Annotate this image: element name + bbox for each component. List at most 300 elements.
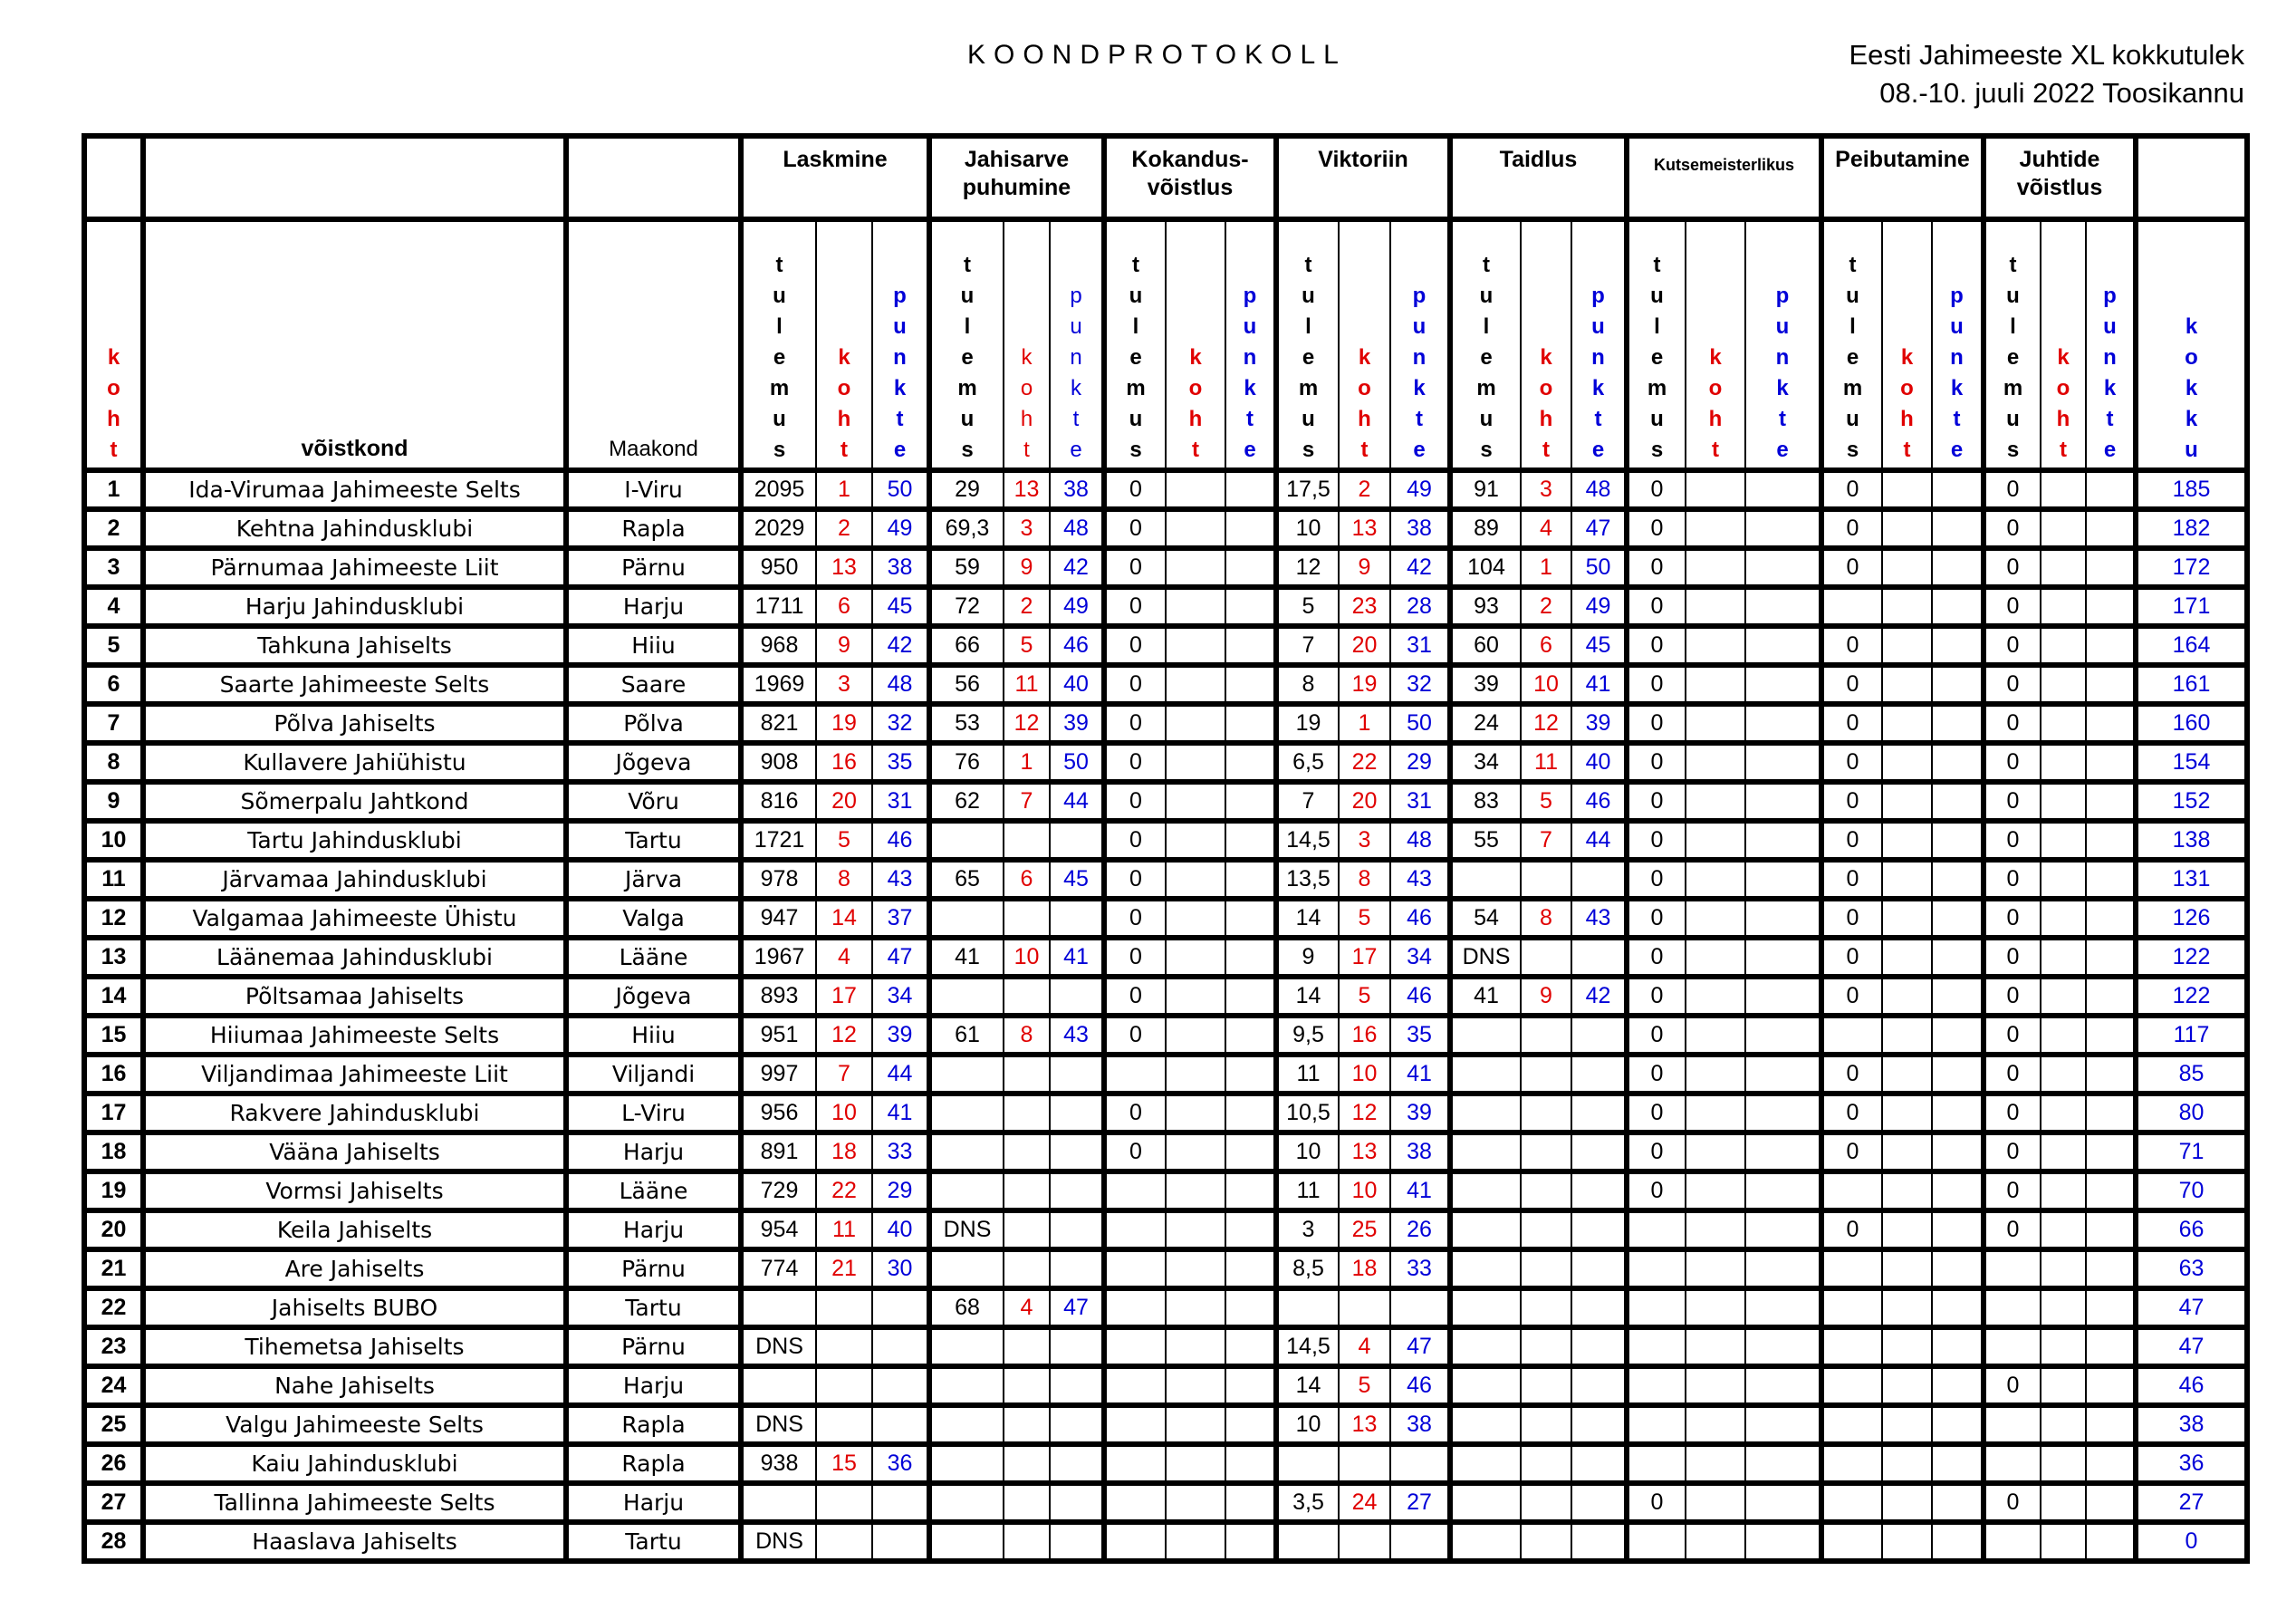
table-row [84, 1171, 2247, 1210]
result-cell: 0 [1984, 1366, 2041, 1405]
table-row [84, 509, 2247, 548]
place-cell: 1 [1339, 704, 1390, 743]
points-cell: 50 [1050, 743, 1104, 782]
points-cell [1571, 1288, 1627, 1327]
result-cell: 69,3 [929, 509, 1004, 548]
place-cell [1686, 1249, 1745, 1288]
points-cell [1932, 782, 1984, 821]
result-cell [929, 1249, 1004, 1288]
place-cell: 10 [1004, 938, 1050, 977]
result-cell: 978 [741, 860, 816, 899]
place-cell: 10 [1339, 1055, 1390, 1094]
table-row [84, 1288, 2247, 1327]
place-cell: 13 [1004, 470, 1050, 509]
points-cell [1571, 1210, 1627, 1249]
team-name: Ida-Virumaa Jahimeeste Selts [143, 470, 566, 509]
points-cell [2086, 1171, 2136, 1210]
group-header-1: Laskmine [741, 136, 929, 219]
place-header-5-label: k o h t [1539, 345, 1553, 462]
points-cell: 40 [872, 1210, 929, 1249]
result-cell: 6,5 [1276, 743, 1339, 782]
points-cell [1745, 1522, 1821, 1561]
points-cell [2086, 1327, 2136, 1366]
place-cell [1686, 1405, 1745, 1444]
place-cell: 20 [1339, 782, 1390, 821]
header-blank-county [566, 136, 741, 219]
place-cell [1521, 1405, 1571, 1444]
place-cell [1882, 899, 1932, 938]
result-cell: 0 [1984, 626, 2041, 665]
total-cell: 164 [2136, 626, 2247, 665]
points-cell [1050, 1210, 1104, 1249]
result-cell: 13,5 [1276, 860, 1339, 899]
points-cell [1932, 1444, 1984, 1483]
result-cell [1450, 1016, 1521, 1055]
points-cell [1225, 1094, 1276, 1133]
points-cell [1932, 548, 1984, 587]
place-cell [2041, 1210, 2086, 1249]
result-cell: 0 [1627, 587, 1686, 626]
place-cell [1882, 743, 1932, 782]
result-cell: 14 [1276, 977, 1339, 1016]
place-cell: 14 [816, 899, 872, 938]
place-cell: 7 [1521, 821, 1571, 860]
result-cell: 950 [741, 548, 816, 587]
points-cell [1745, 938, 1821, 977]
result-cell: 968 [741, 626, 816, 665]
result-cell: 34 [1450, 743, 1521, 782]
place-cell [1166, 938, 1225, 977]
result-cell [1104, 1366, 1166, 1405]
result-cell: 0 [1104, 704, 1166, 743]
result-header-1-label: t u l e m u s [769, 253, 790, 462]
place-cell [1882, 665, 1932, 704]
total-cell: 131 [2136, 860, 2247, 899]
place-cell [1004, 1483, 1050, 1522]
table-row [84, 860, 2247, 899]
place-cell [2041, 977, 2086, 1016]
points-cell [1932, 1366, 1984, 1405]
points-cell [1745, 821, 1821, 860]
total-cell: 161 [2136, 665, 2247, 704]
place-cell [2041, 1522, 2086, 1561]
result-cell: 5 [1276, 587, 1339, 626]
rank-cell: 15 [84, 1016, 143, 1055]
table-row [84, 1133, 2247, 1171]
result-cell [929, 977, 1004, 1016]
result-header-1 [741, 219, 816, 470]
result-cell: 91 [1450, 470, 1521, 509]
result-cell: 8 [1276, 665, 1339, 704]
place-cell: 10 [816, 1094, 872, 1133]
team-name: Valgamaa Jahimeeste Ühistu [143, 899, 566, 938]
team-name: Sõmerpalu Jahtkond [143, 782, 566, 821]
county-cell: L-Viru [566, 1094, 741, 1133]
rank-cell: 21 [84, 1249, 143, 1288]
group-header-8: Juhtide võistlus [1984, 136, 2136, 219]
place-cell [1686, 782, 1745, 821]
result-header-4-label: t u l e m u s [1298, 253, 1319, 462]
points-cell [2086, 1444, 2136, 1483]
points-cell [2086, 587, 2136, 626]
place-cell [1882, 1055, 1932, 1094]
points-cell: 30 [872, 1249, 929, 1288]
result-cell: DNS [741, 1522, 816, 1561]
place-cell: 9 [816, 626, 872, 665]
result-cell: 893 [741, 977, 816, 1016]
place-cell [1166, 1327, 1225, 1366]
rank-cell: 4 [84, 587, 143, 626]
result-cell: 891 [741, 1133, 816, 1171]
result-cell [1821, 1249, 1882, 1288]
result-cell: 997 [741, 1055, 816, 1094]
points-cell: 48 [1571, 470, 1627, 509]
group-header-3: Kokandus-võistlus [1104, 136, 1276, 219]
result-header-8-label: t u l e m u s [2003, 253, 2023, 462]
points-cell: 26 [1390, 1210, 1450, 1249]
result-cell [1450, 1327, 1521, 1366]
result-cell: 0 [1104, 1094, 1166, 1133]
result-cell [741, 1366, 816, 1405]
points-cell: 49 [1571, 587, 1627, 626]
place-cell: 6 [1521, 626, 1571, 665]
table-row [84, 821, 2247, 860]
result-cell: 11 [1276, 1171, 1339, 1210]
place-cell [2041, 1288, 2086, 1327]
points-cell [2086, 1483, 2136, 1522]
result-cell: 29 [929, 470, 1004, 509]
result-cell: 12 [1276, 548, 1339, 587]
result-cell: 7 [1276, 782, 1339, 821]
points-cell [1571, 1483, 1627, 1522]
points-cell [2086, 665, 2136, 704]
place-cell [1521, 938, 1571, 977]
place-cell [1004, 1133, 1050, 1171]
team-name: Põlva Jahiselts [143, 704, 566, 743]
total-cell: 182 [2136, 509, 2247, 548]
points-cell [1745, 1133, 1821, 1171]
result-cell: 0 [1627, 1171, 1686, 1210]
result-cell [1821, 1327, 1882, 1366]
points-cell [1390, 1444, 1450, 1483]
rank-cell: 13 [84, 938, 143, 977]
points-cell: 43 [1390, 860, 1450, 899]
result-cell: 9,5 [1276, 1016, 1339, 1055]
result-cell: 60 [1450, 626, 1521, 665]
points-cell [1745, 1249, 1821, 1288]
rank-cell: 6 [84, 665, 143, 704]
table-row [84, 1016, 2247, 1055]
result-cell: 3 [1276, 1210, 1339, 1249]
place-cell [2041, 1327, 2086, 1366]
result-cell: 0 [1627, 1133, 1686, 1171]
points-cell: 50 [872, 470, 929, 509]
result-cell: 0 [1627, 665, 1686, 704]
place-cell: 6 [816, 587, 872, 626]
result-cell: 0 [1627, 899, 1686, 938]
place-cell [2041, 1444, 2086, 1483]
points-cell: 37 [872, 899, 929, 938]
place-cell: 20 [1339, 626, 1390, 665]
points-cell: 47 [1571, 509, 1627, 548]
result-cell [1984, 1522, 2041, 1561]
place-cell [816, 1366, 872, 1405]
table-row [84, 743, 2247, 782]
place-cell [1686, 665, 1745, 704]
points-cell: 43 [1571, 899, 1627, 938]
place-cell [1339, 1288, 1390, 1327]
points-cell [1225, 1133, 1276, 1171]
result-cell [1276, 1288, 1339, 1327]
county-cell: Harju [566, 1133, 741, 1171]
table-row [84, 626, 2247, 665]
result-cell [1627, 1249, 1686, 1288]
rank-cell: 14 [84, 977, 143, 1016]
place-cell [1166, 1094, 1225, 1133]
points-header-5-label: p u n k t e [1591, 284, 1605, 462]
table-row [84, 782, 2247, 821]
place-cell [1004, 1444, 1050, 1483]
points-header-6-label: p u n k t e [1775, 284, 1790, 462]
points-cell [2086, 470, 2136, 509]
total-cell: 47 [2136, 1327, 2247, 1366]
county-cell: Viljandi [566, 1055, 741, 1094]
county-cell: Valga [566, 899, 741, 938]
points-header-2 [1050, 219, 1104, 470]
points-cell [1745, 1327, 1821, 1366]
rank-cell: 7 [84, 704, 143, 743]
place-header-2-label: k o h t [1020, 345, 1033, 462]
points-cell [1571, 1444, 1627, 1483]
total-cell: 46 [2136, 1366, 2247, 1405]
place-cell [1882, 860, 1932, 899]
points-cell [2086, 704, 2136, 743]
place-header-3 [1166, 219, 1225, 470]
points-cell [1932, 1133, 1984, 1171]
points-cell [872, 1522, 929, 1561]
result-cell [1627, 1405, 1686, 1444]
total-cell: 0 [2136, 1522, 2247, 1561]
result-cell: 0 [1104, 1133, 1166, 1171]
points-cell [872, 1327, 929, 1366]
result-cell: 10 [1276, 1405, 1339, 1444]
points-cell [1225, 1055, 1276, 1094]
place-cell: 8 [816, 860, 872, 899]
header-blank-total [2136, 136, 2247, 219]
place-cell: 5 [1339, 1366, 1390, 1405]
points-cell [1932, 626, 1984, 665]
result-cell [1984, 1288, 2041, 1327]
county-cell: Lääne [566, 938, 741, 977]
result-cell: 0 [1104, 587, 1166, 626]
header-row-columns [84, 219, 2247, 470]
place-cell [1686, 1483, 1745, 1522]
points-cell: 29 [872, 1171, 929, 1210]
result-cell: 0 [1984, 899, 2041, 938]
points-cell [1050, 1405, 1104, 1444]
result-cell: 729 [741, 1171, 816, 1210]
place-cell: 8 [1521, 899, 1571, 938]
result-cell: 0 [1821, 1055, 1882, 1094]
points-cell [1745, 1288, 1821, 1327]
points-cell: 43 [872, 860, 929, 899]
points-cell: 31 [872, 782, 929, 821]
place-cell [1166, 704, 1225, 743]
points-cell [1571, 1249, 1627, 1288]
place-cell [1521, 1133, 1571, 1171]
total-cell: 117 [2136, 1016, 2247, 1055]
place-cell [1339, 1444, 1390, 1483]
place-cell [816, 1483, 872, 1522]
rank-cell: 5 [84, 626, 143, 665]
points-cell [872, 1405, 929, 1444]
points-cell [1571, 1094, 1627, 1133]
result-cell: 0 [1821, 938, 1882, 977]
place-cell [1166, 1405, 1225, 1444]
place-cell: 9 [1004, 548, 1050, 587]
place-cell [1686, 1327, 1745, 1366]
points-cell [1050, 821, 1104, 860]
results-table [82, 133, 2250, 1564]
group-header-2: Jahisarve puhumine [929, 136, 1104, 219]
points-cell: 48 [1050, 509, 1104, 548]
rank-cell: 8 [84, 743, 143, 782]
team-name: Tallinna Jahimeeste Selts [143, 1483, 566, 1522]
place-cell [1004, 899, 1050, 938]
place-cell [1521, 1522, 1571, 1561]
result-cell [1104, 1249, 1166, 1288]
place-cell [816, 1288, 872, 1327]
county-cell: Harju [566, 1366, 741, 1405]
points-cell: 36 [872, 1444, 929, 1483]
team-name: Harju Jahindusklubi [143, 587, 566, 626]
place-cell [1166, 1288, 1225, 1327]
rank-cell: 18 [84, 1133, 143, 1171]
result-cell: 0 [1627, 977, 1686, 1016]
place-cell [1166, 899, 1225, 938]
place-cell: 13 [816, 548, 872, 587]
place-cell: 15 [816, 1444, 872, 1483]
result-cell [1821, 1522, 1882, 1561]
result-cell: 0 [1984, 509, 2041, 548]
table-row [84, 470, 2247, 509]
total-cell: 85 [2136, 1055, 2247, 1094]
place-cell [1004, 1366, 1050, 1405]
points-cell: 45 [1050, 860, 1104, 899]
points-cell [2086, 548, 2136, 587]
result-cell: 14 [1276, 1366, 1339, 1405]
points-cell: 41 [1390, 1171, 1450, 1210]
points-cell [1225, 1171, 1276, 1210]
total-cell: 80 [2136, 1094, 2247, 1133]
points-cell: 34 [872, 977, 929, 1016]
result-cell [929, 1405, 1004, 1444]
result-cell: 0 [1104, 821, 1166, 860]
place-cell [1686, 1288, 1745, 1327]
place-cell [1166, 1483, 1225, 1522]
result-cell: 0 [1104, 1016, 1166, 1055]
county-cell: Tartu [566, 1288, 741, 1327]
county-cell: Harju [566, 1483, 741, 1522]
place-cell [1882, 1444, 1932, 1483]
result-cell: 19 [1276, 704, 1339, 743]
result-header-7-label: t u l e m u s [1842, 253, 1863, 462]
place-cell [1521, 1016, 1571, 1055]
result-cell [1450, 1366, 1521, 1405]
result-cell: 0 [1104, 470, 1166, 509]
place-cell [2041, 1405, 2086, 1444]
points-cell [1932, 704, 1984, 743]
result-cell: 10 [1276, 509, 1339, 548]
place-cell [2041, 1094, 2086, 1133]
result-cell [1821, 1171, 1882, 1210]
result-header-3 [1104, 219, 1166, 470]
points-cell [1225, 977, 1276, 1016]
result-cell [1276, 1444, 1339, 1483]
place-cell [1882, 587, 1932, 626]
event-info [1849, 36, 2244, 112]
points-header-7-label: p u n k t e [1950, 284, 1964, 462]
result-cell: 0 [1821, 470, 1882, 509]
points-cell [2086, 1210, 2136, 1249]
result-cell [1821, 1405, 1882, 1444]
result-cell: 0 [1984, 548, 2041, 587]
result-cell [1627, 1327, 1686, 1366]
result-cell: 0 [1104, 782, 1166, 821]
table-row [84, 1327, 2247, 1366]
rank-cell: 11 [84, 860, 143, 899]
points-cell [1571, 938, 1627, 977]
place-cell [2041, 548, 2086, 587]
county-cell: Jõgeva [566, 743, 741, 782]
result-cell: 56 [929, 665, 1004, 704]
points-header-2-label: p u n k t e [1070, 284, 1082, 462]
result-cell: 10,5 [1276, 1094, 1339, 1133]
table-row [84, 1483, 2247, 1522]
result-cell [1104, 1444, 1166, 1483]
points-cell [1745, 509, 1821, 548]
place-cell [1686, 1133, 1745, 1171]
rank-cell: 1 [84, 470, 143, 509]
result-cell [1450, 1094, 1521, 1133]
points-cell: 39 [1390, 1094, 1450, 1133]
place-cell [1882, 1405, 1932, 1444]
result-cell [929, 1094, 1004, 1133]
result-cell [1821, 587, 1882, 626]
team-name: Kullavere Jahiühistu [143, 743, 566, 782]
result-cell: 0 [1627, 1483, 1686, 1522]
result-cell: 816 [741, 782, 816, 821]
points-cell: 38 [872, 548, 929, 587]
place-cell: 12 [1004, 704, 1050, 743]
place-cell: 5 [1004, 626, 1050, 665]
points-cell [1745, 860, 1821, 899]
result-header-6 [1627, 219, 1686, 470]
place-cell: 2 [816, 509, 872, 548]
place-cell [2041, 938, 2086, 977]
place-cell [1686, 626, 1745, 665]
place-cell: 11 [816, 1210, 872, 1249]
place-cell: 13 [1339, 1133, 1390, 1171]
points-cell [1050, 1055, 1104, 1094]
team-header: võistkond [143, 219, 566, 470]
place-cell [1004, 1327, 1050, 1366]
result-cell: DNS [741, 1327, 816, 1366]
result-header-2-label: t u l e m u s [957, 253, 977, 462]
points-cell: 42 [1390, 548, 1450, 587]
points-cell [1225, 1016, 1276, 1055]
place-cell [1521, 1483, 1571, 1522]
